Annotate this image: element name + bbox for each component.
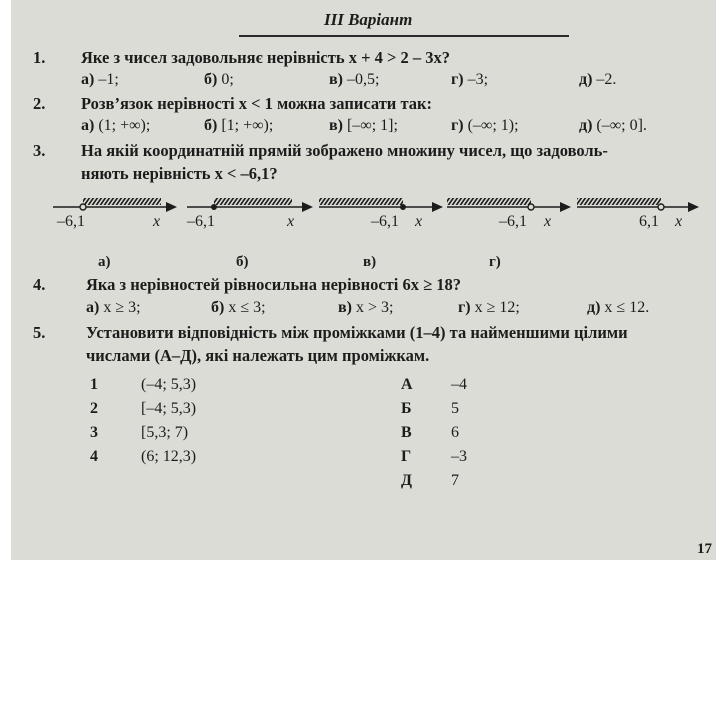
number-line-v — [319, 198, 443, 212]
q4-option-d: д) x ≤ 12. — [587, 299, 650, 316]
number-line-d — [577, 198, 699, 212]
q4-option-b: б) x ≤ 3; — [211, 299, 266, 316]
page-number: 17 — [697, 541, 712, 557]
q5-number: 5. — [33, 323, 46, 342]
q3-number: 3. — [33, 141, 46, 160]
axis-b-point: –6,1 — [187, 213, 215, 230]
q4-option-a: а) x ≥ 3; — [86, 299, 141, 316]
q2-option-d: д) (–∞; 0]. — [579, 117, 647, 134]
axis-g-var: x — [544, 213, 552, 230]
axis-v-var: x — [415, 213, 423, 230]
axis-v-letter: в) — [363, 254, 377, 270]
q5-text-line1: Установити відповідність між проміжками (1–4) та найменшими цілими — [86, 323, 628, 342]
axis-a-var: x — [153, 213, 161, 230]
q2-number: 2. — [33, 94, 46, 113]
axis-v-point: –6,1 — [371, 213, 399, 230]
textbook-page: ІІІ Варіант 1. Яке з чисел задовольняє нерівність x + 4 > 2 – 3x? а) –1; б) 0; в) –0,5; г) –3; д) –2. 2. Розв’язок нерівності x < 1 можна записати так: а) (1; +∞); б) [1; +∞); в) [–∞; 1]; г) (–∞; 1); д) (–∞; 0]. 3. На якій координатній прямій зображено множину чисел, що задоволь- няють нерівність x < –6,1? –6,1 x –6,1 x –6,1 x –6,1 x 6,1 x а) б) в) г) 4. Яка з нерівностей рівносильна нерівності 6x ≥ 18? а) x ≥ 3; б) x ≤ 3; в) x > 3; г) x ≥ 12; д) x ≤ 12. 5. Установити відповідність між проміжками (1–4) та найменшими цілими числами (А–Д), які належать цим проміжкам. 1 (–4; 5,3) 2 [–4; 5,3) 3 [5,3; 7) 4 (6; 12,3) А –4 Б 5 В 6 Г –3 Д 7 17 — [11, 0, 716, 560]
q3-text-line1: На якій координатній прямій зображено множину чисел, що задоволь- — [81, 141, 608, 160]
q2-option-b: б) [1; +∞); — [204, 117, 274, 134]
axis-a-letter: а) — [98, 254, 111, 270]
page-title: ІІІ Варіант — [324, 10, 413, 29]
number-line-b — [187, 198, 313, 212]
q2-option-a: а) (1; +∞); — [81, 117, 151, 134]
q4-text: Яка з нерівностей рівносильна нерівності 6x ≥ 18? — [86, 275, 462, 294]
number-line-a — [53, 198, 177, 212]
q4-number: 4. — [33, 275, 46, 294]
q1-option-b: б) 0; — [204, 71, 234, 88]
q4-option-g: г) x ≥ 12; — [458, 299, 520, 316]
axis-d-point: 6,1 — [639, 213, 659, 230]
axis-a-point: –6,1 — [57, 213, 85, 230]
axis-d-var: x — [675, 213, 683, 230]
q1-option-g: г) –3; — [451, 71, 489, 88]
q2-option-g: г) (–∞; 1); — [451, 117, 519, 134]
axis-g-point: –6,1 — [499, 213, 527, 230]
axis-g-letter: г) — [489, 254, 501, 270]
q2-option-v: в) [–∞; 1]; — [329, 117, 398, 134]
q4-option-v: в) x > 3; — [338, 299, 394, 316]
number-line-g — [447, 198, 571, 212]
axis-b-var: x — [287, 213, 295, 230]
q1-number: 1. — [33, 48, 46, 67]
q1-option-v: в) –0,5; — [329, 71, 380, 88]
q1-text: Яке з чисел задовольняє нерівність x + 4 > 2 – 3x? — [81, 48, 451, 67]
q2-text: Розв’язок нерівності x < 1 можна записати так: — [81, 94, 432, 113]
q5-text-line2: числами (А–Д), які належать цим проміжкам. — [86, 346, 430, 365]
q1-option-a: а) –1; — [81, 71, 119, 88]
q3-text-line2: няють нерівність x < –6,1? — [81, 164, 278, 183]
q1-option-d: д) –2. — [579, 71, 617, 88]
axis-b-letter: б) — [236, 254, 249, 270]
